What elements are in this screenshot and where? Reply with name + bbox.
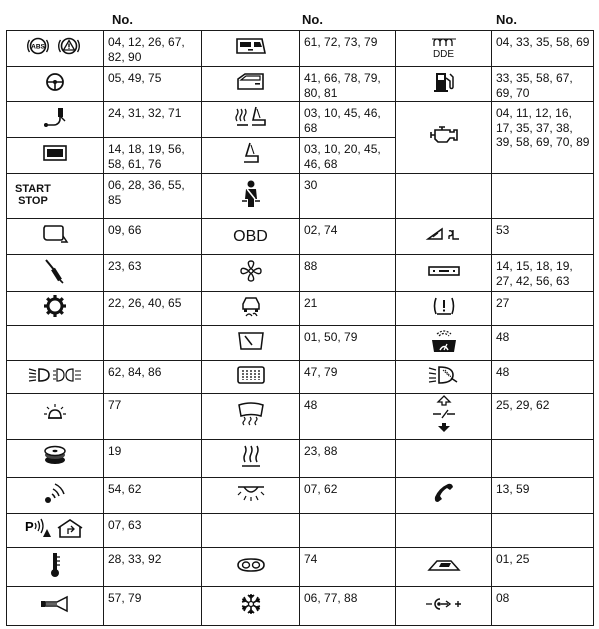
table-row <box>7 174 594 219</box>
fuse-numbers: 04, 11, 12, 16, 17, 35, 37, 38, 39, 58, 69, 70, 89 <box>492 102 594 174</box>
fuse-numbers <box>104 326 202 361</box>
hose-pipe-icon <box>42 106 68 133</box>
engine-check-icon <box>428 125 460 150</box>
fuse-numbers: 09, 66 <box>104 219 202 255</box>
fuse-numbers: 25, 29, 62 <box>492 394 594 440</box>
fuse-numbers: 53 <box>492 219 594 255</box>
icon-cell <box>7 255 104 292</box>
headlight-icon <box>27 366 83 389</box>
icon-cell <box>7 440 104 478</box>
icon-cell <box>396 326 492 361</box>
car-stability-icon <box>239 294 263 323</box>
start-label: START <box>15 183 51 195</box>
icon-cell <box>202 440 300 478</box>
table-row <box>7 440 594 478</box>
gear-icon <box>43 294 67 323</box>
icon-cell <box>202 102 300 138</box>
icon-cell <box>202 292 300 326</box>
signal-transmitter-icon <box>44 482 66 509</box>
svg-text:ABS: ABS <box>31 43 45 51</box>
fuse-numbers: 57, 79 <box>104 587 202 626</box>
icon-cell <box>396 292 492 326</box>
table-row <box>7 102 594 138</box>
icon-cell <box>396 394 492 440</box>
park-distance-home-icon <box>24 517 86 544</box>
table-row <box>7 292 594 326</box>
fuse-numbers: 33, 35, 58, 67, 69, 70 <box>492 67 594 102</box>
fuse-numbers: 74 <box>300 548 396 587</box>
icon-cell <box>7 514 104 548</box>
icon-cell <box>396 514 492 548</box>
fuse-numbers: 41, 66, 78, 79, 80, 81 <box>300 67 396 102</box>
interior-light-icon <box>42 402 68 431</box>
sunroof-icon <box>427 557 461 578</box>
icon-cell <box>7 219 104 255</box>
icon-cell <box>396 255 492 292</box>
heat-waves-icon <box>239 444 263 473</box>
window-up-down-icon <box>431 394 457 439</box>
icon-cell <box>7 31 104 67</box>
fuse-numbers: 03, 10, 45, 46, 68 <box>300 102 396 138</box>
display-screen-icon <box>42 143 68 168</box>
table-row <box>7 326 594 361</box>
icon-cell <box>202 394 300 440</box>
icon-cell <box>396 478 492 514</box>
column-header-2: No. <box>302 12 323 27</box>
fuse-numbers: 13, 59 <box>492 478 594 514</box>
dde-glow-plug-icon <box>431 37 457 60</box>
table-row <box>7 478 594 514</box>
icon-cell <box>202 138 300 174</box>
seatbelt-person-icon <box>240 179 262 214</box>
fuse-numbers: 48 <box>492 326 594 361</box>
fuse-numbers: 28, 33, 92 <box>104 548 202 587</box>
icon-cell <box>202 31 300 67</box>
icon-cell <box>7 548 104 587</box>
stop-label: STOP <box>18 195 48 207</box>
table-row <box>7 361 594 394</box>
table-row <box>7 394 594 440</box>
icon-cell <box>7 394 104 440</box>
fuse-numbers: 03, 10, 20, 45, 46, 68 <box>300 138 396 174</box>
icon-cell <box>396 548 492 587</box>
start-stop-icon <box>15 183 51 207</box>
dual-lamp-icon <box>235 557 267 578</box>
icon-cell <box>7 102 104 138</box>
fuse-numbers: 48 <box>300 394 396 440</box>
table-row <box>7 514 594 548</box>
fuse-numbers: 19 <box>104 440 202 478</box>
fuse-numbers: 23, 88 <box>300 440 396 478</box>
fuse-numbers: 07, 62 <box>300 478 396 514</box>
fuse-numbers: 77 <box>104 394 202 440</box>
icon-cell <box>202 548 300 587</box>
fuse-numbers: 14, 15, 18, 19, 27, 42, 56, 63 <box>492 255 594 292</box>
headlamp-washer-icon <box>427 364 461 391</box>
fuse-numbers: 05, 49, 75 <box>104 67 202 102</box>
fuse-numbers: 04, 12, 26, 67, 82, 90 <box>104 31 202 67</box>
fuse-numbers <box>492 440 594 478</box>
steering-wheel-icon <box>45 72 65 97</box>
socket-plug-icon <box>424 597 464 616</box>
icon-cell <box>202 587 300 626</box>
icon-cell <box>202 67 300 102</box>
obd-icon: OBD <box>233 227 268 245</box>
table-row <box>7 219 594 255</box>
triangle-oil-icon <box>425 226 463 247</box>
table-row <box>7 67 594 102</box>
fuse-numbers: 62, 84, 86 <box>104 361 202 394</box>
fuse-numbers: 22, 26, 40, 65 <box>104 292 202 326</box>
mirror-icon <box>41 223 69 250</box>
fuse-numbers: 47, 79 <box>300 361 396 394</box>
fuse-numbers: 88 <box>300 255 396 292</box>
column-header-3: No. <box>496 12 517 27</box>
snowflake-icon <box>239 592 263 621</box>
icon-cell <box>7 67 104 102</box>
column-header-1: No. <box>112 12 133 27</box>
icon-cell <box>202 361 300 394</box>
fuse-numbers <box>492 514 594 548</box>
icon-cell <box>202 255 300 292</box>
fuse-numbers: 01, 50, 79 <box>300 326 396 361</box>
fuse-numbers: 30 <box>300 174 396 219</box>
icon-cell <box>396 219 492 255</box>
wiper-window-icon <box>236 330 266 357</box>
horn-icon <box>39 595 71 618</box>
icon-cell <box>7 138 104 174</box>
table-row <box>7 548 594 587</box>
fuse-numbers: 14, 18, 19, 56, 58, 61, 76 <box>104 138 202 174</box>
windshield-washer-icon <box>429 328 459 359</box>
abs-brake-warning-icon <box>27 35 83 62</box>
fuse-numbers: 21 <box>300 292 396 326</box>
seat-heating-icon <box>234 105 268 134</box>
fan-icon <box>239 259 263 288</box>
fuse-numbers: 27 <box>492 292 594 326</box>
icon-cell <box>396 440 492 478</box>
fuse-numbers: 04, 33, 35, 58, 69 <box>492 31 594 67</box>
icon-cell <box>396 361 492 394</box>
cd-disc-icon <box>42 444 68 473</box>
rear-defrost-icon <box>236 365 266 390</box>
fuse-numbers: 02, 74 <box>300 219 396 255</box>
shock-absorber-icon <box>43 258 67 289</box>
icon-cell <box>202 478 300 514</box>
front-defrost-icon <box>235 402 267 431</box>
fuel-pump-icon <box>433 71 455 98</box>
icon-cell <box>202 326 300 361</box>
fuse-numbers: 23, 63 <box>104 255 202 292</box>
fuse-numbers: 08 <box>492 587 594 626</box>
dde-label: DDE <box>432 49 455 60</box>
car-door-icon <box>235 72 267 97</box>
table-row <box>7 587 594 626</box>
icon-cell <box>7 587 104 626</box>
telephone-icon <box>432 481 456 510</box>
icon-cell <box>7 174 104 219</box>
icon-cell <box>202 219 300 255</box>
dome-light-icon <box>234 484 268 507</box>
icon-cell <box>396 587 492 626</box>
fuse-table <box>6 30 594 626</box>
icon-cell <box>396 67 492 102</box>
tire-pressure-icon <box>431 295 457 322</box>
icon-cell <box>7 292 104 326</box>
fuse-numbers: 24, 31, 32, 71 <box>104 102 202 138</box>
fuse-numbers: 06, 77, 88 <box>300 587 396 626</box>
icon-cell <box>7 361 104 394</box>
icon-cell <box>396 102 492 174</box>
fuse-numbers: 01, 25 <box>492 548 594 587</box>
icon-cell <box>202 514 300 548</box>
seat-icon <box>240 141 262 170</box>
fuse-numbers: 07, 63 <box>104 514 202 548</box>
icon-cell <box>396 174 492 219</box>
table-row <box>7 255 594 292</box>
radio-unit-icon <box>427 264 461 282</box>
thermometer-icon <box>48 551 62 584</box>
icon-cell <box>202 174 300 219</box>
svg-text:P: P <box>25 519 34 534</box>
icon-cell <box>7 478 104 514</box>
fuse-numbers: 06, 28, 36, 55, 85 <box>104 174 202 219</box>
fuse-numbers: 54, 62 <box>104 478 202 514</box>
fuse-numbers: 61, 72, 73, 79 <box>300 31 396 67</box>
table-row <box>7 31 594 67</box>
fuse-numbers: 48 <box>492 361 594 394</box>
fuse-numbers <box>492 174 594 219</box>
door-open-icon <box>234 36 268 61</box>
fuse-numbers <box>300 514 396 548</box>
icon-cell <box>396 31 492 67</box>
icon-cell <box>7 326 104 361</box>
